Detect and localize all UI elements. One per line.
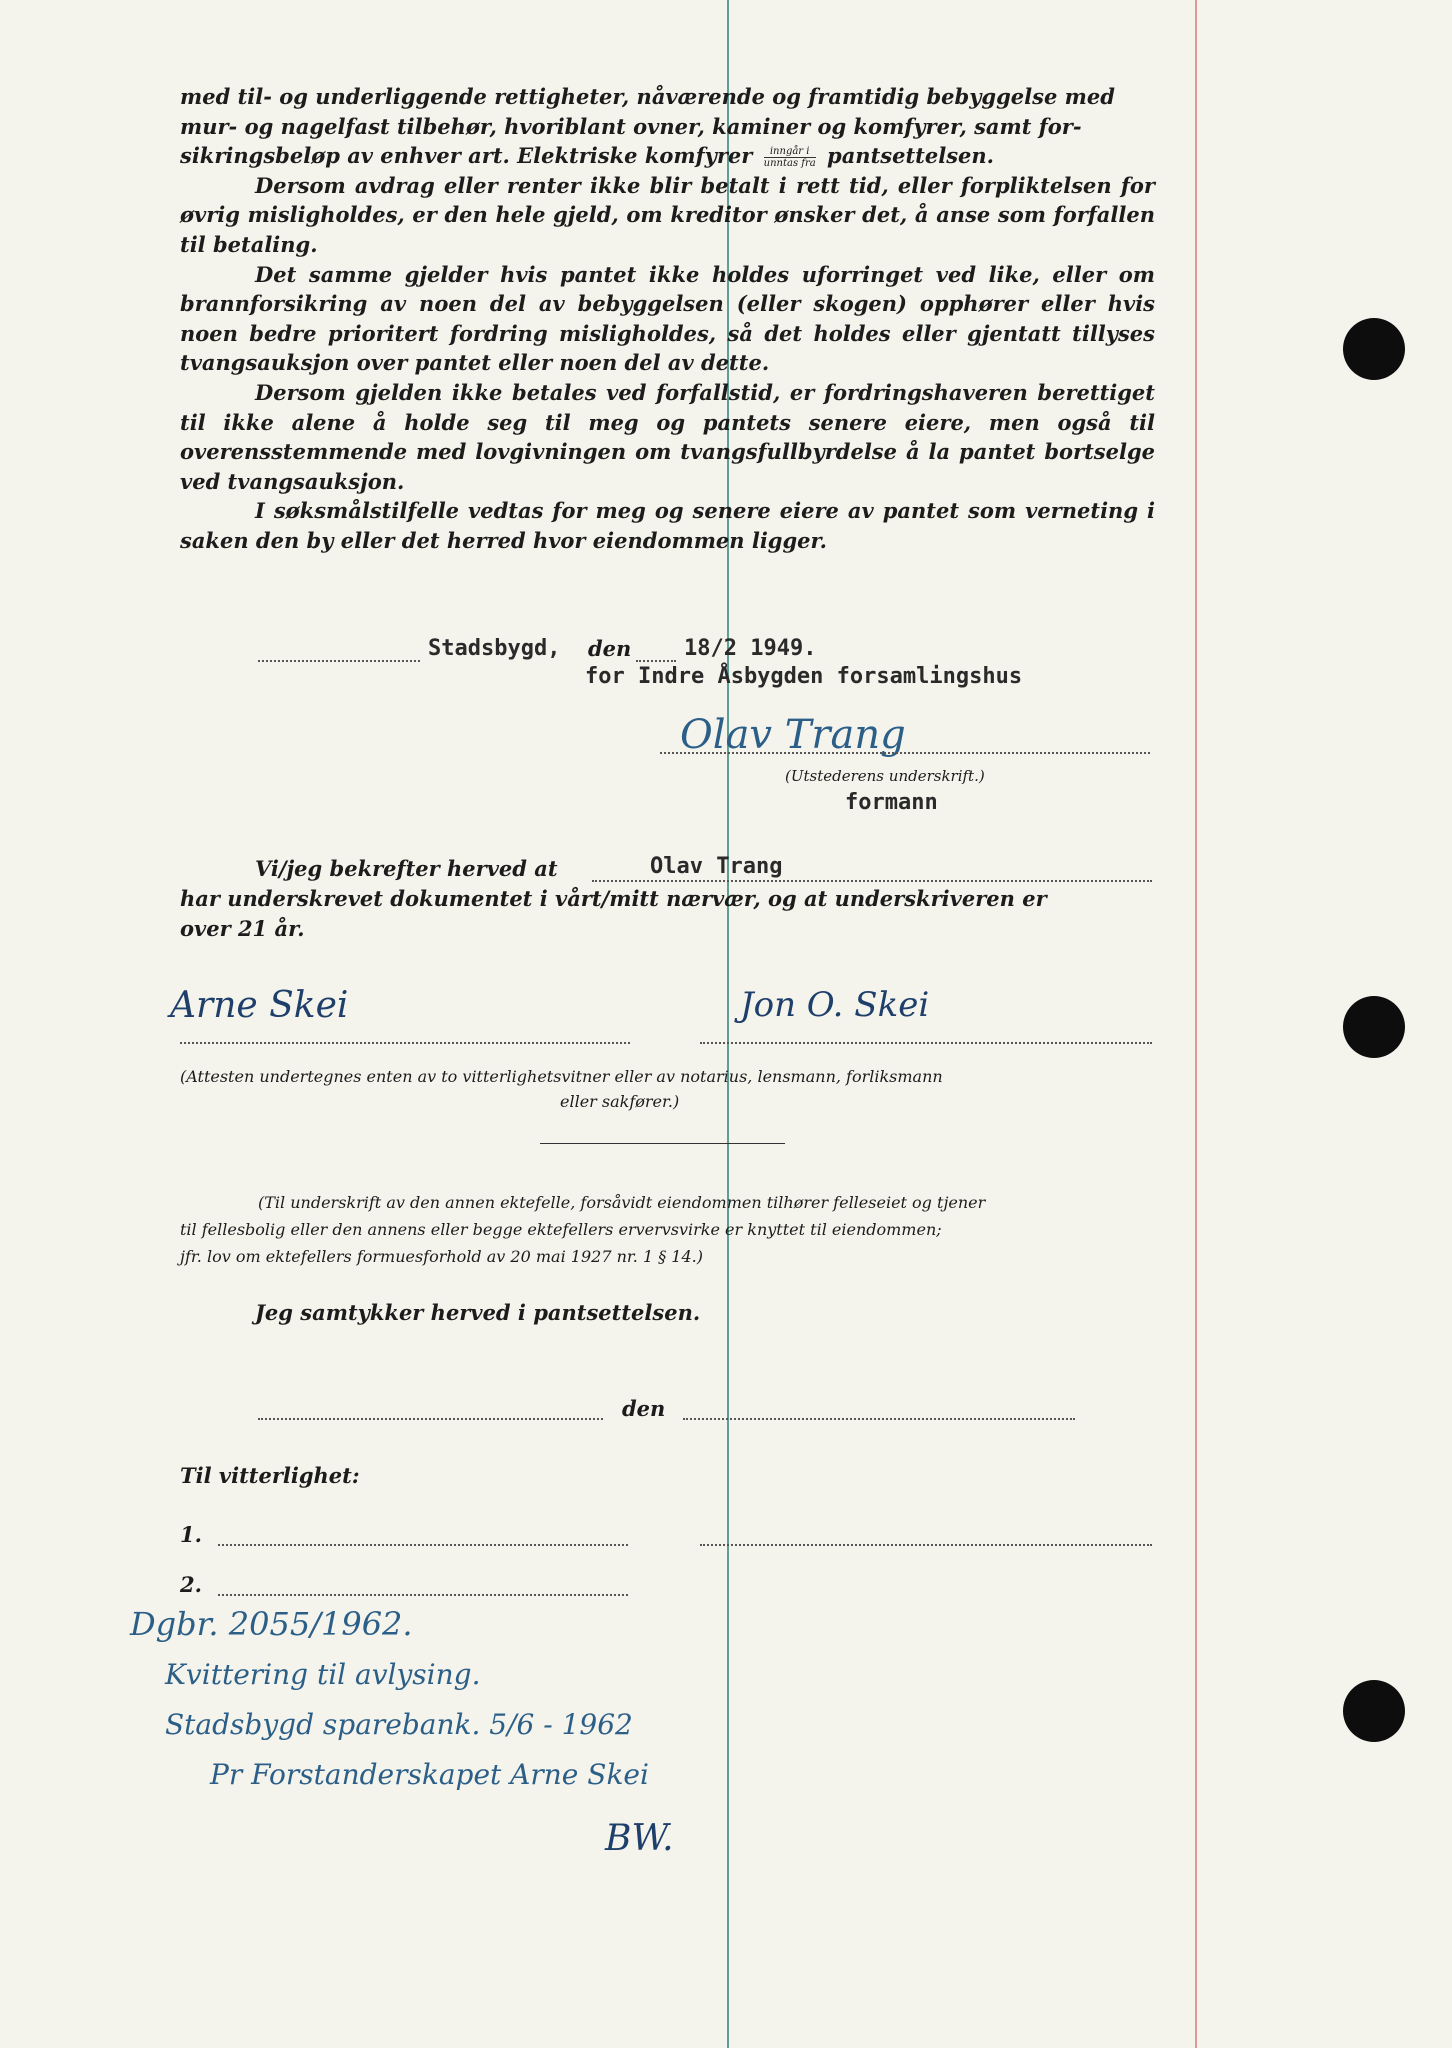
document-date: 18/2 1949.: [684, 636, 817, 661]
punch-hole-2: [1343, 996, 1405, 1058]
terms-line-3: [180, 141, 1155, 171]
location-line: for Indre Åsbygden forsamlingshus: [585, 664, 1023, 689]
attest-note-line-2: eller sakfører.): [560, 1092, 680, 1111]
place-dotted-line: [258, 660, 420, 662]
annotation-line-3: Stadsbygd sparebank. 5/6 - 1962: [165, 1708, 633, 1741]
spouse-note-line-1: (Til underskrift av den annen ektefelle, forsåvidt eiendommen tilhører felleseiet og tjener: [258, 1193, 986, 1212]
date-dotted-line: [636, 660, 676, 662]
consent-den-label: den: [622, 1396, 666, 1421]
witness-signature-right: Jon O. Skei: [740, 985, 930, 1025]
annotation-line-2: Kvittering til avlysing.: [165, 1658, 481, 1691]
issuer-signature-caption: (Utstederens underskrift.): [785, 767, 985, 785]
spouse-note-line-3: jfr. lov om ektefellers formuesforhold av 20 mai 1927 nr. 1 § 14.): [180, 1247, 703, 1266]
witnesses-heading: Til vitterlighet:: [180, 1463, 360, 1488]
witness-number-2: 2.: [180, 1572, 202, 1597]
witness-signature-left: Arne Skei: [170, 985, 349, 1026]
paragraph-default: Dersom avdrag eller renter ikke blir betalt i rett tid, eller forpliktelsen for øvrig misligholdes, er den hele gjeld, om kreditor ønsker det, å anse som forfallen til betaling.: [180, 172, 1155, 257]
punch-hole-3: [1343, 1680, 1405, 1742]
terms-line-3-b: pantsettelsen.: [827, 143, 994, 169]
annotation-register-number: Dgbr. 2055/1962.: [130, 1605, 413, 1643]
included-excluded-fraction: [764, 146, 816, 169]
fraction-top: inngår i: [764, 146, 816, 158]
annotation-initials: BW.: [605, 1818, 674, 1859]
spouse-note-line-2: til fellesbolig eller den annens eller begge ektefellers ervervsvirke er knyttet til eiendommen;: [180, 1220, 942, 1239]
terms-line-2: mur- og nagelfast tilbehør, hvoriblant ovner, kaminer og komfyrer, samt for-: [180, 113, 1082, 139]
fraction-bottom: unntas fra: [763, 158, 816, 170]
annotation-line-4: Pr Forstanderskapet Arne Skei: [210, 1758, 649, 1791]
paragraph-venue: I søksmålstilfelle vedtas for meg og senere eiere av pantet som verneting i saken den by eller det herred hvor eiendommen ligger.: [180, 498, 1155, 553]
consent-date-line: [683, 1418, 1075, 1420]
section-divider: [540, 1143, 785, 1144]
terms-line-3-a: sikringsbeløp av enhver art. Elektriske komfyrer: [180, 143, 753, 169]
witness-1-line-left: [218, 1544, 628, 1546]
witness-statement-line-3: over 21 år.: [180, 916, 305, 941]
witnessed-signer-name: Olav Trang: [650, 854, 783, 879]
witness-name-line: [592, 880, 1152, 882]
consent-place-line: [258, 1418, 603, 1420]
witness-1-line-right: [700, 1544, 1152, 1546]
witness-statement-prefix: Vi/jeg bekrefter herved at: [255, 856, 558, 881]
consent-statement: Jeg samtykker herved i pantsettelsen.: [255, 1300, 701, 1325]
witness-statement-line-2: har underskrevet dokumentet i vårt/mitt nærvær, og at underskriveren er: [180, 886, 1047, 911]
paragraph-deterioration: Det samme gjelder hvis pantet ikke holdes uforringet ved like, eller om brannforsikring av noen del av bebyggelsen (eller skogen) opphører eller hvis noen bedre prioritert fordring misligholdes, så det holdes eller gjentatt tillyses tvangsauksjon over pantet eller noen del av dette.: [180, 261, 1155, 376]
issuer-title: formann: [845, 790, 938, 815]
punch-hole-1: [1343, 318, 1405, 380]
issuer-signature: Olav Trang: [680, 712, 906, 758]
date-den-label: den: [588, 636, 632, 661]
place-name: Stadsbygd,: [428, 636, 561, 661]
margin-line-red: [1195, 0, 1197, 2048]
terms-line-1: med til- og underliggende rettigheter, nåværende og framtidig bebyggelse med: [180, 84, 1115, 109]
attest-note-line-1: (Attesten undertegnes enten av to vitterlighetsvitner eller av notarius, lensmann, forliksmann: [180, 1067, 943, 1086]
issuer-signature-line: [660, 752, 1150, 754]
witness-line-right: [700, 1042, 1152, 1044]
witness-2-line-left: [218, 1594, 628, 1596]
mortgage-terms: [180, 82, 1155, 556]
paragraph-enforcement: Dersom gjelden ikke betales ved forfallstid, er fordringshaveren berettiget til ikke alene å holde seg til meg og pantets senere eiere, men også til overensstemmende med lovgivningen om tvangsfullbyrdelse å la pantet bortselge ved tvangsauksjon.: [180, 379, 1155, 494]
witness-number-1: 1.: [180, 1522, 202, 1547]
witness-line-left: [180, 1042, 630, 1044]
